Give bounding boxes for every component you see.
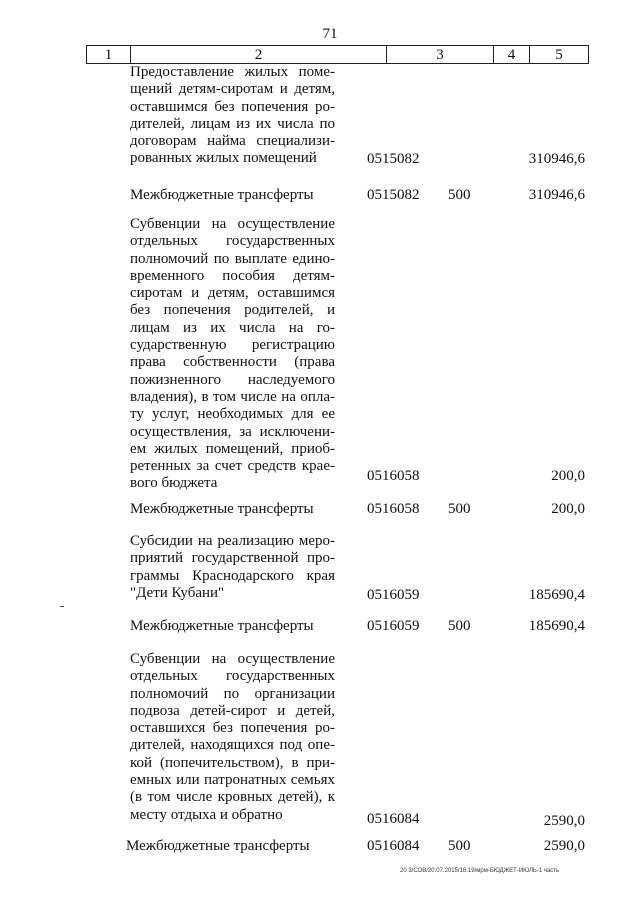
row-description: Межбюджетные трансферты	[130, 618, 314, 634]
row-group: 500	[448, 838, 471, 854]
row-amount: 200,0	[551, 468, 585, 484]
header-col-1: 1	[87, 46, 131, 63]
row-amount: 200,0	[551, 501, 585, 517]
row-amount: 185690,4	[528, 587, 585, 603]
row-group: 500	[448, 187, 471, 203]
header-col-5: 5	[555, 47, 563, 63]
row-amount: 2590,0	[543, 813, 585, 829]
row-code: 0515082	[367, 187, 420, 203]
row-amount: 2590,0	[543, 838, 585, 854]
row-code: 0516059	[367, 587, 420, 603]
row-amount: 310946,6	[528, 187, 585, 203]
row-code: 0515082	[367, 151, 420, 167]
row-code: 0516058	[367, 468, 420, 484]
header-col-3: 3	[387, 46, 494, 63]
row-amount: 310946,6	[528, 151, 585, 167]
row-description: Предоставление жилых помещений детям-сиротам и детям, оставшимся без попечения родителей, лицам из их числа по договорам найма специализированных жилых помещений	[130, 64, 335, 167]
row-description: Субвенции на осуществление отдельных государственных полномочий по выплате единовременного пособия детям-сиротам и детям, оставшимся без попечения родителей, и лицам из их числа на государственную регистрацию права собственности (права пожизненного наследуемого владения), в том числе на оплату услуг, необходимых для ее осуществления, за исключением жилых помещений, приобретенных за счет средств краевого бюджета	[130, 216, 335, 492]
row-code: 0516084	[367, 811, 420, 827]
row-description: Субсидии на реализацию мероприятий государственной программы Краснодарского края "Дети Кубани"	[130, 533, 335, 601]
row-description: Межбюджетные трансферты	[130, 501, 314, 517]
header-col-4: 4	[494, 46, 530, 63]
row-group: 500	[448, 501, 471, 517]
row-code: 0516059	[367, 618, 420, 634]
table-header	[86, 45, 589, 64]
row-description: Межбюджетные трансферты	[130, 187, 314, 203]
margin-mark	[60, 606, 64, 607]
row-amount: 185690,4	[528, 618, 585, 634]
row-description: Субвенции на осуществление отдельных государственных полномочий по организации подвоза детей-сирот и детей, оставшихся без попечения родителей, находящихся под опекой (попечительством), в приемных или патронатных семьях (в том числе кровных детей), к месту отдыха и обратно	[130, 651, 335, 823]
row-group: 500	[448, 618, 471, 634]
header-col-2: 2	[131, 46, 387, 63]
page-number: 71	[322, 26, 338, 42]
row-code: 0516084	[367, 838, 420, 854]
row-description: Межбюджетные трансферты	[126, 838, 310, 854]
row-code: 0516058	[367, 501, 420, 517]
footer-reference: 20 3/СОВ/20.07.2015/16.19/мрм-БЮДЖЕТ-ИЮЛЬ-1 часть	[400, 868, 560, 874]
